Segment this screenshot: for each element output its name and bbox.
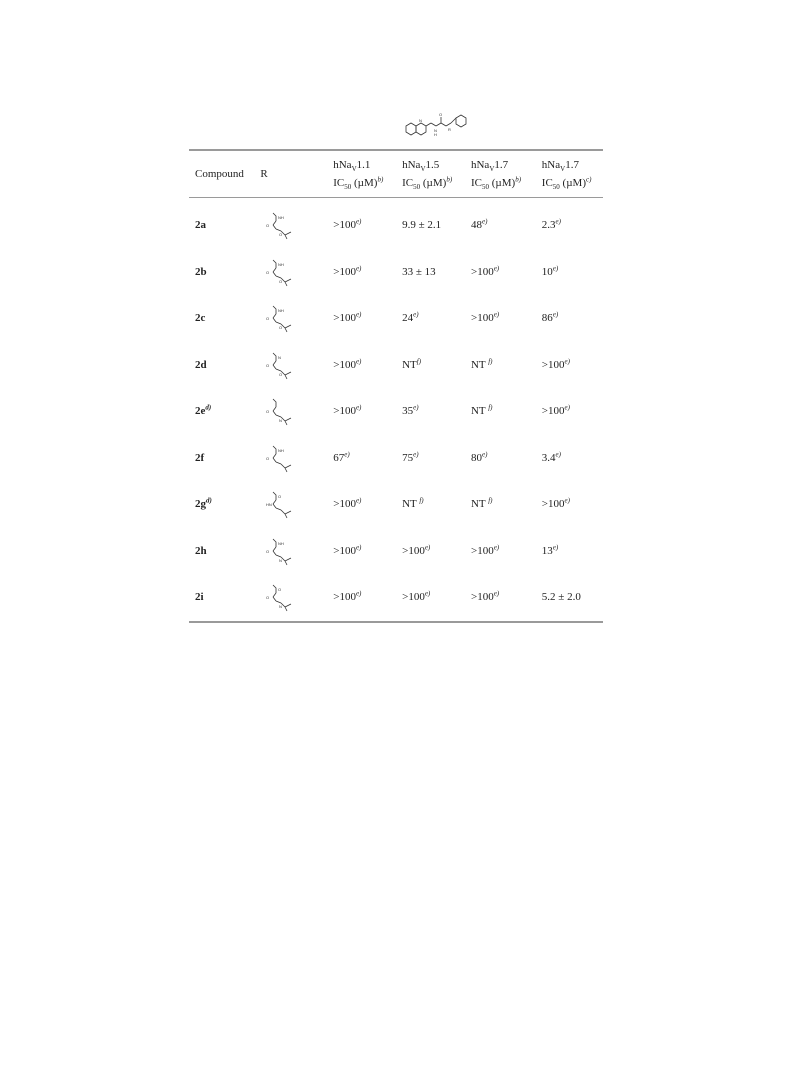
r-group-structure (265, 489, 299, 519)
header-ic-sub: 50 (344, 183, 352, 192)
table-header-row (189, 150, 603, 198)
nav17-ic50-b-value: 3.4 (541, 451, 556, 464)
nav17-ic50-a-value: >100 (470, 544, 494, 557)
r-group-cell (260, 481, 333, 528)
nav11-ic50-value: 67 (333, 451, 345, 464)
nav17-ic50-a-value: >100 (470, 265, 494, 278)
nav11-ic50-footnote: e) (355, 543, 362, 552)
nav17-ic50-a-value: >100 (470, 312, 494, 325)
r-atom-a: O (278, 587, 282, 593)
nav17-ic50-b-footnote: e) (564, 357, 570, 366)
r-atom-a: NH (278, 447, 285, 453)
nav11-ic50-footnote: e) (355, 403, 362, 412)
nav15-ic50-footnote: e) (424, 589, 431, 598)
header-target-sub: V (420, 165, 426, 174)
nav17-ic50-a-footnote: e) (493, 264, 500, 273)
header-compound: Compound (195, 168, 244, 180)
header-unit: (µM) (351, 177, 378, 189)
r-group-structure (265, 443, 299, 473)
compound-id: 2b (195, 265, 207, 278)
nav15-ic50 (402, 295, 471, 342)
compound-id: 2d (195, 358, 207, 371)
table-row (189, 198, 603, 249)
header-ic-sub: 50 (552, 183, 560, 192)
nav17-ic50-a (471, 481, 542, 528)
compound-footnote: d) (205, 403, 212, 412)
r-group-structure (265, 257, 299, 287)
nav17-ic50-b (542, 388, 603, 435)
nav17-ic50-a-footnote: e) (481, 450, 488, 459)
header-unit: (µM) (488, 177, 516, 189)
nav11-ic50-value: >100 (333, 265, 356, 278)
nav15-ic50-value: 35 (402, 405, 414, 418)
nav17-ic50-b (542, 435, 603, 482)
nav11-ic50 (333, 295, 402, 342)
header-target-name: hNa (402, 159, 421, 171)
header-footnote: b) (515, 175, 522, 184)
header-target-num: 1.5 (425, 159, 440, 171)
nav15-ic50-value: 24 (402, 312, 414, 325)
scaffold-r-label: R (448, 127, 451, 132)
compound-id-cell (189, 198, 260, 249)
r-group-cell (260, 435, 333, 482)
nav15-ic50-footnote: e) (424, 543, 431, 552)
r-atom-b: O (266, 269, 270, 275)
r-group-structure (265, 582, 299, 612)
nav15-ic50-value: >100 (402, 591, 425, 604)
nav15-ic50-value: 75 (402, 451, 414, 464)
r-atom-c: O (279, 232, 283, 238)
scaffold-h-label: H (434, 132, 437, 137)
r-atom-c: O (279, 371, 283, 377)
nav11-ic50-value: >100 (333, 591, 356, 604)
scaffold-structure (402, 104, 472, 138)
scaffold-nh-label: N (434, 128, 437, 133)
nav15-ic50-footnote: e) (413, 450, 419, 459)
nav17-ic50-b-footnote: e) (564, 403, 570, 412)
nav15-ic50 (402, 388, 471, 435)
nav11-ic50-footnote: e) (355, 264, 362, 273)
header-nav17-b (542, 150, 603, 198)
r-atom-c: N (279, 418, 283, 424)
compound-id: 2c (195, 312, 206, 325)
r-group-cell (260, 342, 333, 389)
header-ic-label: IC (541, 177, 553, 189)
table-row (189, 342, 603, 389)
nav17-ic50-a-value: 48 (470, 219, 482, 232)
table-row (189, 249, 603, 296)
compound-id-cell (189, 528, 260, 575)
header-target-name: hNa (541, 159, 561, 171)
compound-id-cell (189, 481, 260, 528)
compound-id-cell (189, 342, 260, 389)
nav17-ic50-a (471, 249, 542, 296)
nav17-ic50-a-value: 80 (470, 451, 482, 464)
nav11-ic50-footnote: e) (355, 589, 362, 598)
nav17-ic50-b-footnote: e) (552, 543, 559, 552)
nav15-ic50 (402, 249, 471, 296)
nav11-ic50-value: >100 (333, 358, 356, 371)
nav15-ic50-value: NT (402, 358, 417, 371)
r-atom-a: NH (278, 540, 285, 546)
nav17-ic50-a (471, 342, 542, 389)
header-footnote: b) (377, 175, 384, 184)
nav11-ic50-value: >100 (333, 498, 356, 511)
nav17-ic50-a (471, 528, 542, 575)
nav11-ic50-footnote: e) (344, 450, 350, 459)
r-atom-a: N (278, 354, 282, 360)
r-atom-a: NH (278, 215, 285, 221)
header-ic-sub: 50 (481, 183, 489, 192)
nav17-ic50-b (542, 481, 603, 528)
compound-id: 2e (195, 405, 206, 418)
compound-id: 2f (195, 451, 205, 464)
nav11-ic50 (333, 481, 402, 528)
nav17-ic50-b-value: 86 (541, 312, 553, 325)
nav17-ic50-b (542, 198, 603, 249)
nav11-ic50 (333, 435, 402, 482)
nav17-ic50-b (542, 249, 603, 296)
nav17-ic50-b-footnote: e) (552, 310, 559, 319)
nav17-ic50-a-value: NT (470, 358, 489, 371)
nav15-ic50 (402, 574, 471, 622)
r-atom-a: O (278, 494, 282, 500)
header-ic-label: IC (402, 177, 414, 189)
compound-id: 2h (195, 544, 207, 557)
table-row (189, 388, 603, 435)
nav11-ic50-footnote: e) (355, 217, 362, 226)
nav11-ic50-footnote: e) (355, 357, 362, 366)
nav17-ic50-b-value: >100 (541, 405, 565, 418)
compound-footnote: d) (206, 496, 212, 505)
nav17-ic50-b-value: 5.2 ± 2.0 (541, 591, 581, 604)
r-atom-b: HN (266, 502, 273, 508)
nav17-ic50-a (471, 435, 542, 482)
nav15-ic50-value: 9.9 ± 2.1 (402, 219, 442, 232)
nav17-ic50-a (471, 574, 542, 622)
r-atom-b: O (266, 409, 270, 415)
r-group-cell (260, 198, 333, 249)
r-atom-a: NH (278, 308, 285, 314)
r-atom-b: O (266, 548, 270, 554)
scaffold-o-label: O (439, 112, 443, 117)
compound-id-cell (189, 574, 260, 622)
nav17-ic50-b-value: >100 (541, 498, 565, 511)
header-ic-label: IC (470, 177, 482, 189)
r-atom-b: O (266, 455, 270, 461)
r-group-structure (265, 396, 299, 426)
nav11-ic50 (333, 249, 402, 296)
nav17-ic50-a-footnote: f) (488, 403, 493, 412)
nav11-ic50-footnote: e) (355, 496, 362, 505)
nav17-ic50-a (471, 388, 542, 435)
r-atom-c: O (279, 278, 283, 284)
r-group-cell (260, 528, 333, 575)
nav15-ic50-value: NT (402, 498, 420, 511)
nav17-ic50-b-footnote: e) (555, 450, 561, 459)
r-atom-b: O (266, 316, 270, 322)
header-target-name: hNa (470, 159, 490, 171)
r-atom-c: N (279, 604, 283, 610)
r-group-cell (260, 249, 333, 296)
nav17-ic50-b-value: 10 (541, 265, 553, 278)
nav17-ic50-b (542, 342, 603, 389)
header-target-sub: V (351, 165, 357, 174)
activity-table (189, 149, 603, 623)
r-group-structure (265, 536, 299, 566)
compound-id: 2a (195, 219, 206, 232)
nav11-ic50-footnote: e) (355, 310, 362, 319)
table-row (189, 295, 603, 342)
nav15-ic50 (402, 198, 471, 249)
r-group-structure (265, 350, 299, 380)
header-unit: (µM) (420, 177, 447, 189)
r-atom-b: O (266, 362, 270, 368)
nav17-ic50-a-value: NT (470, 405, 489, 418)
header-nav15 (402, 150, 471, 198)
header-nav11 (333, 150, 402, 198)
r-atom-a: NH (278, 261, 285, 267)
compound-id-cell (189, 388, 260, 435)
nav11-ic50-value: >100 (333, 405, 356, 418)
nav17-ic50-a (471, 198, 542, 249)
nav11-ic50 (333, 574, 402, 622)
header-ic-sub: 50 (413, 183, 421, 192)
table-row (189, 435, 603, 482)
r-group-cell (260, 574, 333, 622)
compound-id: 2g (195, 498, 206, 511)
nav11-ic50-value: >100 (333, 312, 356, 325)
nav17-ic50-b-value: 13 (541, 544, 553, 557)
nav15-ic50 (402, 435, 471, 482)
header-target-name: hNa (333, 159, 352, 171)
compound-id-cell (189, 249, 260, 296)
nav17-ic50-b-footnote: e) (564, 496, 570, 505)
nav11-ic50 (333, 388, 402, 435)
nav17-ic50-a-footnote: f) (488, 357, 493, 366)
header-target-sub: V (489, 165, 495, 174)
nav17-ic50-a-footnote: e) (493, 589, 500, 598)
nav15-ic50 (402, 481, 471, 528)
nav11-ic50-value: >100 (333, 544, 356, 557)
r-group-cell (260, 295, 333, 342)
r-atom-c: O (279, 325, 283, 331)
nav15-ic50 (402, 528, 471, 575)
r-atom-c: N (279, 557, 283, 563)
nav11-ic50 (333, 342, 402, 389)
table-row (189, 528, 603, 575)
nav17-ic50-b (542, 295, 603, 342)
nav17-ic50-b (542, 574, 603, 622)
header-target-sub: V (560, 165, 566, 174)
nav17-ic50-a-value: >100 (470, 591, 494, 604)
nav17-ic50-a-footnote: f) (488, 496, 493, 505)
nav17-ic50-a-value: NT (470, 498, 489, 511)
nav15-ic50-footnote: f) (416, 357, 422, 366)
nav17-ic50-b-value: 2.3 (541, 219, 556, 232)
nav11-ic50 (333, 528, 402, 575)
header-r: R (260, 168, 268, 180)
nav15-ic50-footnote: e) (413, 310, 419, 319)
header-footnote: b) (446, 175, 453, 184)
header-nav17-a (471, 150, 542, 198)
nav17-ic50-a-footnote: e) (493, 310, 500, 319)
table-row (189, 574, 603, 622)
r-atom-b: O (266, 223, 270, 229)
nav17-ic50-a (471, 295, 542, 342)
nav17-ic50-a-footnote: e) (493, 543, 500, 552)
nav15-ic50-value: 33 ± 13 (402, 265, 436, 278)
r-group-structure (265, 210, 299, 240)
header-ic-label: IC (333, 177, 345, 189)
table-row (189, 481, 603, 528)
compound-id: 2i (195, 591, 204, 604)
compound-id-cell (189, 435, 260, 482)
nav17-ic50-b-value: >100 (541, 358, 565, 371)
scaffold-n-label: N (419, 118, 422, 123)
nav15-ic50-footnote: f) (419, 496, 424, 505)
compound-id-cell (189, 295, 260, 342)
header-target-num: 1.1 (356, 159, 371, 171)
nav15-ic50-footnote: e) (413, 403, 419, 412)
r-atom-b: O (266, 595, 270, 601)
nav15-ic50-value: >100 (402, 544, 425, 557)
header-unit: (µM) (559, 177, 586, 189)
nav17-ic50-b-footnote: e) (555, 217, 561, 226)
nav17-ic50-a-footnote: e) (481, 217, 488, 226)
nav15-ic50 (402, 342, 471, 389)
r-group-structure (265, 303, 299, 333)
r-group-cell (260, 388, 333, 435)
header-footnote: c) (586, 175, 592, 184)
nav17-ic50-b-footnote: e) (552, 264, 559, 273)
nav17-ic50-b (542, 528, 603, 575)
nav11-ic50-value: >100 (333, 219, 356, 232)
header-target-num: 1.7 (494, 159, 509, 171)
nav11-ic50 (333, 198, 402, 249)
header-target-num: 1.7 (565, 159, 579, 171)
